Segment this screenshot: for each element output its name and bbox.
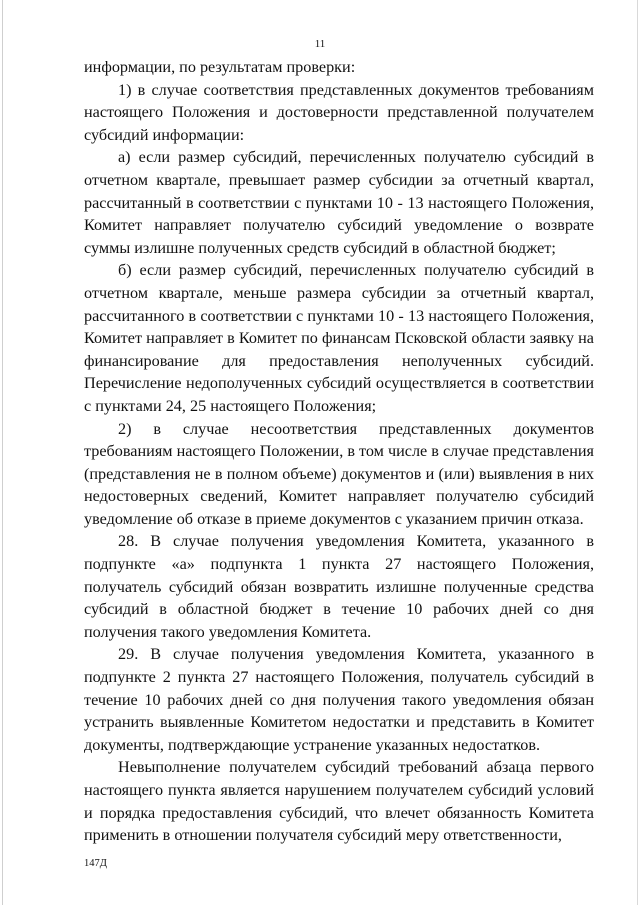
paragraph-clause-28: 28. В случае получения уведомления Комитета, указанного в подпункте «а» подпункта 1 пункта 27 настоящего Положения, получатель субсидий обязан возвратить излишне полученные средства субсидий в областной бюджет в течение 10 рабочих дней со дня получения такого уведомления Комитета. (84, 532, 594, 641)
document-body (84, 56, 594, 847)
scan-edge-right (637, 0, 638, 905)
paragraph-subitem-b: б) если размер субсидий, перечисленных получателю субсидий в отчетном квартале, меньше размера субсидии за отчетный квартал, рассчитанного в соответствии с пунктами 10 - 13 настоящего Положения, Комитет направляет в Комитет по финансам Псковской области заявку на финансирование для предоставления неполученных субсидий. Перечисление недополученных субсидий осуществляется в соответствии с пунктами 24, 25 настоящего Положения; (84, 261, 594, 415)
scan-edge-left (2, 0, 3, 905)
document-code: 147Д (84, 858, 107, 869)
paragraph-item-1: 1) в случае соответствия представленных документов требованиям настоящего Положения и достоверности представленной получателем субсидий информации: (84, 80, 594, 144)
paragraph-item-2: 2) в случае несоответствия представленных документов требованиям настоящего Положении, в том числе в случае представления (представления не в полном объеме) документов и (или) выявления в них недостоверных сведений, Комитет направляет получателю субсидий уведомление об отказе в приеме документов с указанием причин отказа. (84, 419, 594, 528)
page-number: 11 (314, 38, 326, 50)
paragraph-continuation: информации, по результатам проверки: (84, 58, 356, 76)
paragraph-non-compliance: Невыполнение получателем субсидий требований абзаца первого настоящего пункта является нарушением получателем субсидий условий и порядка предоставления субсидий, что влечет обязанность Комитета применить в отношении получателя субсидий меру ответственности, (84, 758, 594, 845)
paragraph-clause-29: 29. В случае получения уведомления Комитета, указанного в подпункте 2 пункта 27 настоящего Положения, получатель субсидий в течение 10 рабочих дней со дня получения такого уведомления обязан устранить выявленные Комитетом недостатки и представить в Комитет документы, подтверждающие устранение указанных недостатков. (84, 645, 594, 754)
paragraph-subitem-a: а) если размер субсидий, перечисленных получателю субсидий в отчетном квартале, превышает размер субсидии за отчетный квартал, рассчитанный в соответствии с пунктами 10 - 13 настоящего Положения, Комитет направляет получателю субсидий уведомление о возврате суммы излишне полученных средств субсидий в областной бюджет; (84, 148, 594, 257)
